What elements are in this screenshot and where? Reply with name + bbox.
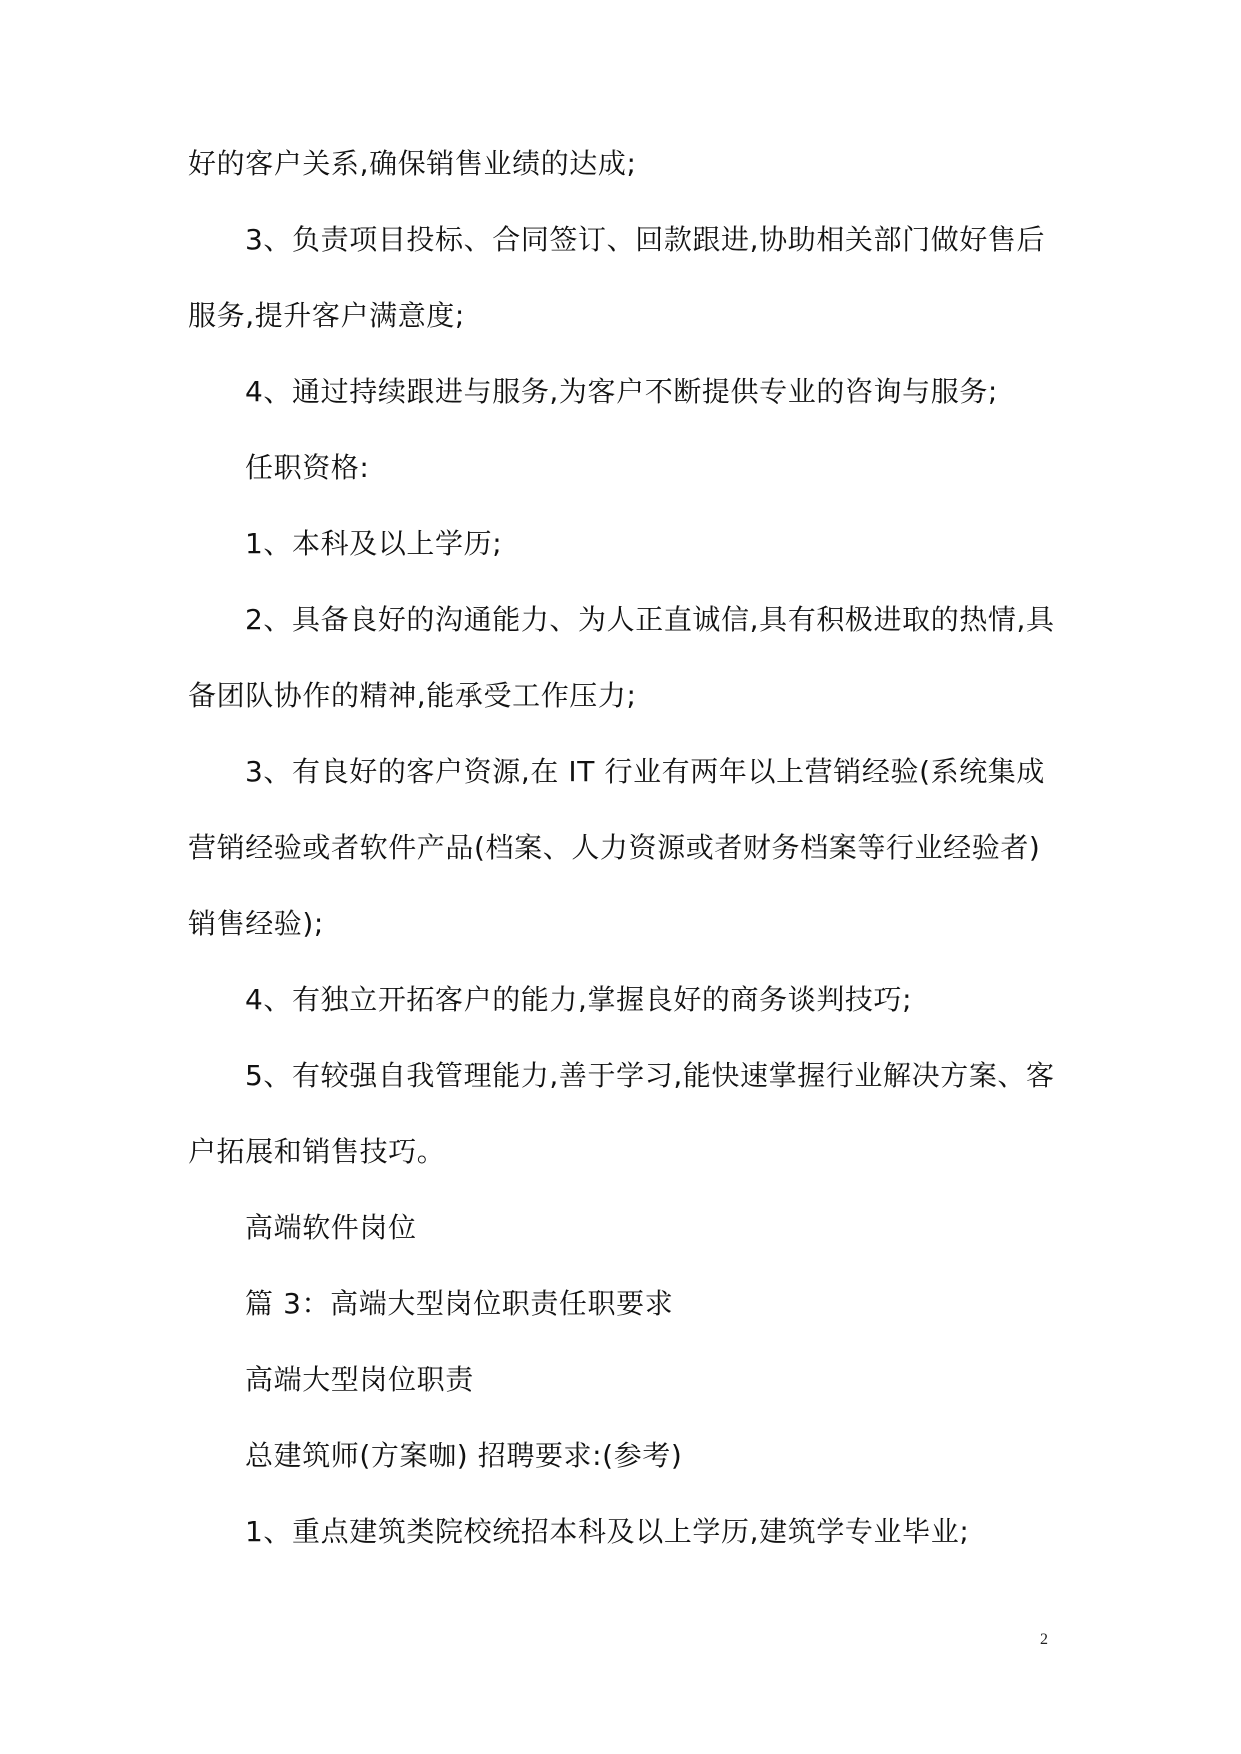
text-line: 5、有较强自我管理能力,善于学习,能快速掌握行业解决方案、客 (245, 1059, 1055, 1092)
text-line: 总建筑师(方案咖) 招聘要求:(参考) (245, 1439, 683, 1472)
text-line: 3、有良好的客户资源,在 IT 行业有两年以上营销经验(系统集成 (245, 755, 1046, 788)
text-line: 好的客户关系,确保销售业绩的达成; (188, 147, 637, 180)
text-line: 3、负责项目投标、合同签订、回款跟进,协助相关部门做好售后 (245, 223, 1046, 256)
text-line: 1、本科及以上学历; (245, 527, 503, 560)
text-line: 销售经验); (188, 907, 324, 940)
text-line: 服务,提升客户满意度; (188, 299, 465, 332)
text-line: 4、有独立开拓客户的能力,掌握良好的商务谈判技巧; (245, 983, 913, 1016)
text-line: 1、重点建筑类院校统招本科及以上学历,建筑学专业毕业; (245, 1515, 970, 1548)
section-heading: 高端大型岗位职责 (245, 1363, 474, 1396)
section-heading: 高端软件岗位 (245, 1211, 417, 1244)
page-number: 2 (1040, 1631, 1048, 1648)
text-line: 户拓展和销售技巧。 (188, 1135, 446, 1168)
text-line: 营销经验或者软件产品(档案、人力资源或者财务档案等行业经验者) (188, 831, 1041, 864)
text-line: 2、具备良好的沟通能力、为人正直诚信,具有积极进取的热情,具 (245, 603, 1055, 636)
text-line: 4、通过持续跟进与服务,为客户不断提供专业的咨询与服务; (245, 375, 998, 408)
section-heading: 篇 3：高端大型岗位职责任职要求 (245, 1287, 674, 1320)
text-line: 备团队协作的精神,能承受工作压力; (188, 679, 637, 712)
section-heading: 任职资格: (245, 451, 370, 484)
